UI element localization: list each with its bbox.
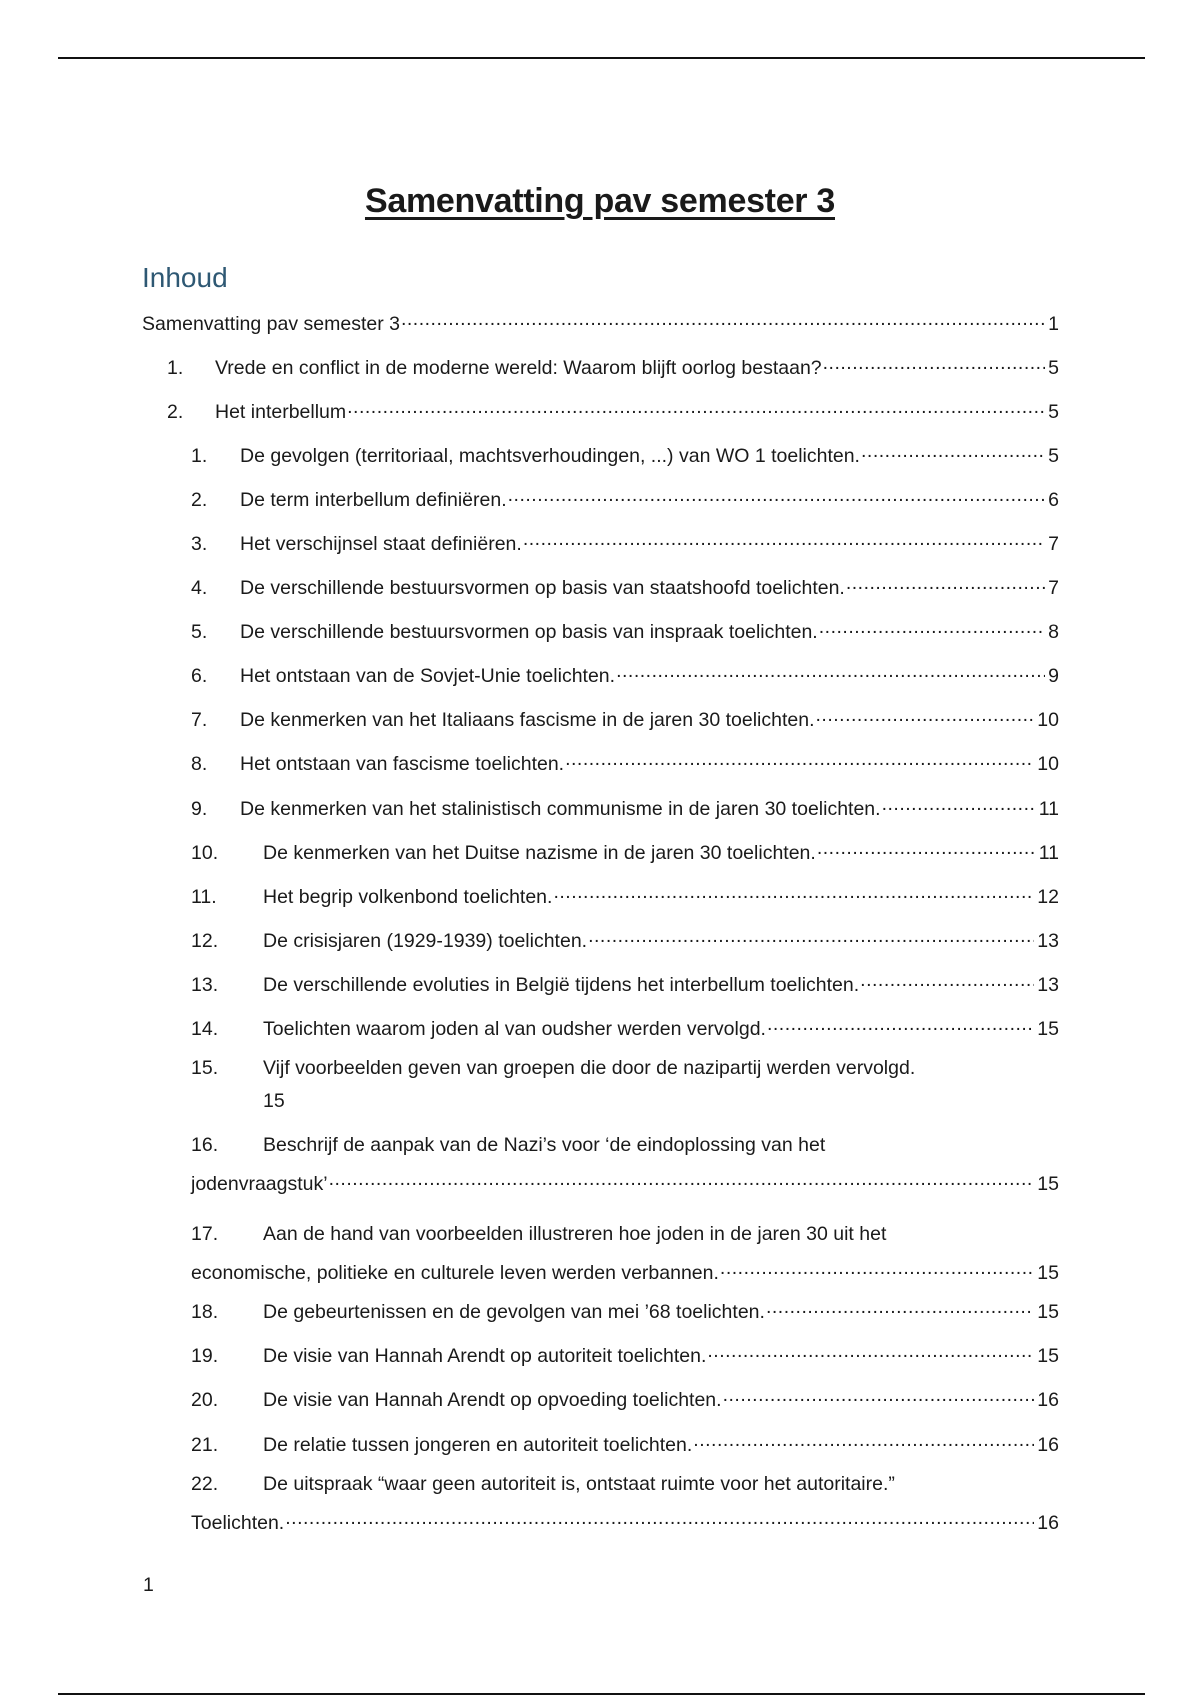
toc-entry-page: 16 [1037, 1512, 1059, 1534]
toc-entry-number: 5. [191, 621, 208, 643]
toc-entry-page: 15 [1037, 1301, 1059, 1323]
toc-entry-level2[interactable] [191, 748, 1059, 775]
dot-leader [819, 616, 1045, 638]
toc-entry-number: 13. [191, 974, 219, 996]
dot-leader [616, 660, 1045, 682]
toc-entry-page: 15 [1037, 1345, 1059, 1367]
toc-entry-text: Samenvatting pav semester 3 [142, 313, 400, 335]
toc-entry-number: 7. [191, 709, 208, 731]
toc-entry-level2[interactable] [191, 925, 1059, 952]
toc-entry-number: 16. [191, 1134, 219, 1156]
dot-leader [401, 308, 1045, 330]
toc-entry-page: 15 [263, 1090, 285, 1112]
toc-entry-number: 20. [191, 1389, 219, 1411]
toc-entry-page: 1 [1048, 313, 1059, 335]
toc-entry-level2[interactable] [191, 1296, 1059, 1323]
toc-entry-text-continued: jodenvraagstuk’ [191, 1173, 328, 1195]
toc-entry-text-continued: Toelichten. [191, 1512, 285, 1534]
toc-entry-text: De kenmerken van het Duitse nazisme in de jaren 30 toelichten. [263, 842, 816, 864]
toc-entry-page: 12 [1037, 886, 1059, 908]
toc-entry-text: Het interbellum [215, 401, 347, 423]
dot-leader [817, 837, 1036, 859]
toc-entry-page: 8 [1048, 621, 1059, 643]
toc-entry-page: 16 [1037, 1389, 1059, 1411]
toc-entry-page: 16 [1037, 1434, 1059, 1456]
dot-leader [767, 1013, 1034, 1035]
toc-entry-text: Het verschijnsel staat definiëren. [240, 533, 522, 555]
toc-entry-level2[interactable] [191, 528, 1059, 555]
toc-entry-text: De verschillende evoluties in België tijdens het interbellum toelichten. [263, 974, 860, 996]
toc-entry-page: 13 [1037, 974, 1059, 996]
toc-entry-text: De crisisjaren (1929-1939) toelichten. [263, 930, 588, 952]
toc-entry-page: 15 [1037, 1173, 1059, 1195]
dot-leader [285, 1507, 1034, 1529]
toc-entry-level2[interactable] [191, 440, 1059, 467]
toc-entry-level2[interactable] [191, 1134, 1059, 1195]
toc-entry-number: 12. [191, 930, 219, 952]
dot-leader [882, 793, 1036, 815]
toc-entry-text: Beschrijf de aanpak van de Nazi’s voor ‘de eindoplossing van het [263, 1134, 826, 1156]
toc-entry-page: 11 [1038, 798, 1059, 820]
toc-entry-number: 18. [191, 1301, 219, 1323]
toc-entry-level2[interactable] [191, 881, 1059, 908]
toc-entry-level2[interactable] [191, 837, 1059, 864]
toc-entry-number: 15. [191, 1057, 219, 1079]
page-number: 1 [143, 1574, 154, 1596]
toc-entry-page: 5 [1048, 401, 1059, 423]
toc-entry-text: Vrede en conflict in de moderne wereld: Waarom blijft oorlog bestaan? [215, 357, 822, 379]
toc-entry-number: 2. [167, 401, 184, 423]
toc-entry-number: 21. [191, 1434, 219, 1456]
toc-entry-number: 14. [191, 1018, 219, 1040]
dot-leader [860, 969, 1034, 991]
toc-entry-page: 6 [1048, 489, 1059, 511]
dot-leader [707, 1340, 1034, 1362]
toc-entry-page: 5 [1048, 357, 1059, 379]
toc-entry-level2[interactable] [191, 1223, 1059, 1284]
toc-entry-text: Toelichten waarom joden al van oudsher werden vervolgd. [263, 1018, 766, 1040]
toc-entry-text: De verschillende bestuursvormen op basis van inspraak toelichten. [240, 621, 818, 643]
dot-leader [816, 704, 1035, 726]
dot-leader [723, 1384, 1035, 1406]
document-title: Samenvatting pav semester 3 [364, 182, 835, 220]
toc-entry-text: Aan de hand van voorbeelden illustreren hoe joden in de jaren 30 uit het [263, 1223, 887, 1245]
toc-entry-level2[interactable] [191, 484, 1059, 511]
toc-entry-level1[interactable] [167, 352, 1059, 379]
toc-entry-page: 7 [1048, 533, 1059, 555]
toc-entry-text: De kenmerken van het Italiaans fascisme in de jaren 30 toelichten. [240, 709, 815, 731]
footer-rule [58, 1693, 1145, 1695]
dot-leader [553, 881, 1034, 903]
toc-entry-level2[interactable] [191, 1429, 1059, 1456]
toc-entry-level1[interactable] [167, 396, 1059, 423]
toc-entry-number: 19. [191, 1345, 219, 1367]
toc-entry-number: 22. [191, 1473, 219, 1495]
dot-leader [508, 484, 1046, 506]
toc-entry-level2[interactable] [191, 969, 1059, 996]
toc-entry-number: 6. [191, 665, 208, 687]
toc-entry-text: De term interbellum definiëren. [240, 489, 507, 511]
toc-entry-number: 10. [191, 842, 219, 864]
toc-entry-page: 10 [1037, 753, 1059, 775]
toc-entry-number: 11. [191, 886, 217, 908]
toc-entry-number: 1. [191, 445, 208, 467]
toc-entry-page: 13 [1037, 930, 1059, 952]
toc-entry-number: 8. [191, 753, 208, 775]
toc-entry-page: 10 [1037, 709, 1059, 731]
toc-entry-number: 3. [191, 533, 208, 555]
dot-leader [693, 1429, 1034, 1451]
toc-entry-number: 17. [191, 1223, 219, 1245]
toc-entry-text: De kenmerken van het stalinistisch communisme in de jaren 30 toelichten. [240, 798, 881, 820]
header-rule [58, 57, 1145, 59]
toc-entry-text: De relatie tussen jongeren en autoriteit toelichten. [263, 1434, 693, 1456]
dot-leader [823, 352, 1046, 374]
dot-leader [861, 440, 1045, 462]
toc-entry-level2[interactable] [191, 1057, 1059, 1112]
dot-leader [523, 528, 1045, 550]
toc-entry-level2[interactable] [191, 1384, 1059, 1411]
toc-entry-page: 15 [1037, 1262, 1059, 1284]
toc-entry-level2[interactable] [191, 1473, 1059, 1534]
toc-entry-page: 15 [1037, 1018, 1059, 1040]
toc-entry-root[interactable] [142, 308, 1059, 335]
toc-entry-page: 7 [1048, 577, 1059, 599]
toc-entry-text: Het begrip volkenbond toelichten. [263, 886, 553, 908]
dot-leader [347, 396, 1045, 418]
dot-leader [588, 925, 1034, 947]
toc-entry-level2[interactable] [191, 616, 1059, 643]
dot-leader [846, 572, 1045, 594]
toc-entry-level2[interactable] [191, 1340, 1059, 1367]
toc-entry-level2[interactable] [191, 660, 1059, 687]
dot-leader [766, 1296, 1034, 1318]
toc-entry-number: 1. [167, 357, 184, 379]
toc-entry-text: Vijf voorbeelden geven van groepen die door de nazipartij werden vervolgd. [263, 1057, 916, 1079]
toc-entry-text: De gebeurtenissen en de gevolgen van mei ’68 toelichten. [263, 1301, 765, 1323]
toc-entry-text: Het ontstaan van de Sovjet-Unie toelichten. [240, 665, 616, 687]
toc-entry-level2[interactable] [191, 1013, 1059, 1040]
toc-entry-text: De uitspraak “waar geen autoriteit is, ontstaat ruimte voor het autoritaire.” [263, 1473, 895, 1495]
toc-entry-page: 11 [1038, 842, 1059, 864]
toc-entry-text: De gevolgen (territoriaal, machtsverhoudingen, ...) van WO 1 toelichten. [240, 445, 860, 467]
toc-heading: Inhoud [142, 262, 228, 293]
toc-entry-page: 5 [1048, 445, 1059, 467]
toc-entry-page: 9 [1048, 665, 1059, 687]
toc-entry-text-continued: economische, politieke en culturele leven werden verbannen. [191, 1262, 719, 1284]
toc-entry-text: De visie van Hannah Arendt op autoriteit toelichten. [263, 1345, 707, 1367]
toc-entry-text: Het ontstaan van fascisme toelichten. [240, 753, 565, 775]
toc-entry-number: 4. [191, 577, 208, 599]
toc-entry-level2[interactable] [191, 793, 1059, 820]
toc-entry-text: De verschillende bestuursvormen op basis van staatshoofd toelichten. [240, 577, 845, 599]
dot-leader [720, 1257, 1034, 1279]
dot-leader [329, 1168, 1035, 1190]
toc-entry-text: De visie van Hannah Arendt op opvoeding toelichten. [263, 1389, 722, 1411]
toc-entry-number: 9. [191, 798, 208, 820]
dot-leader [565, 748, 1034, 770]
toc-entry-number: 2. [191, 489, 208, 511]
toc-entry-level2[interactable] [191, 704, 1059, 731]
toc-entry-level2[interactable] [191, 572, 1059, 599]
